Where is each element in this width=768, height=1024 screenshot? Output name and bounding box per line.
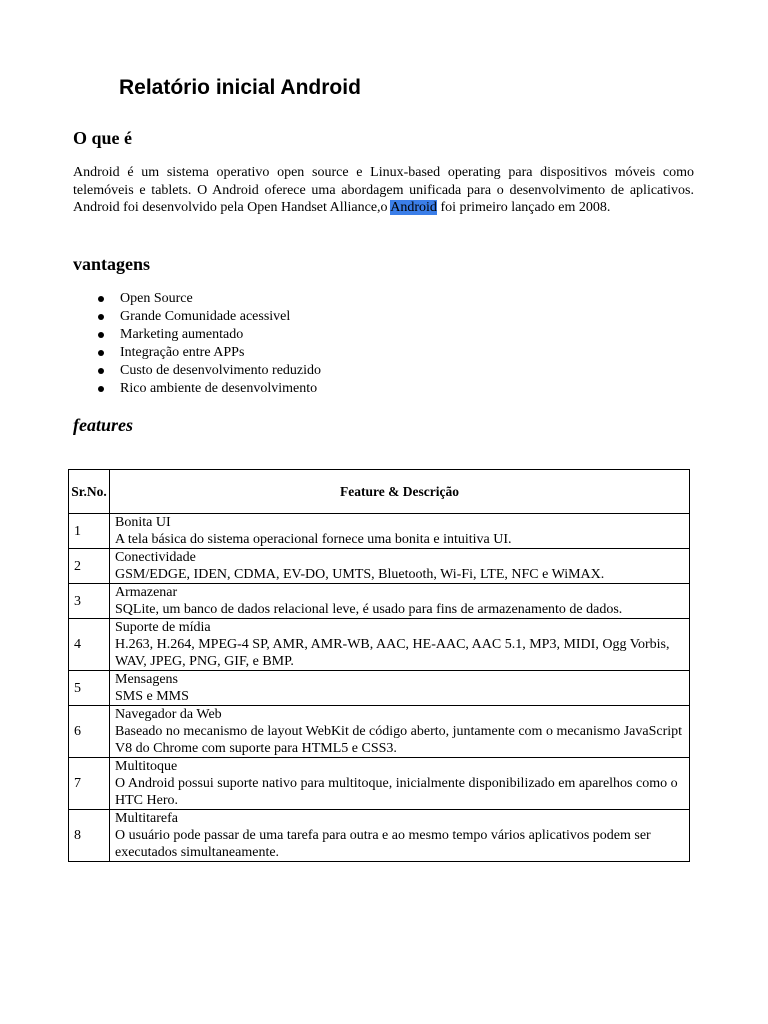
list-item [73, 362, 321, 380]
bullet-icon [98, 332, 104, 338]
row-number: 5 [69, 671, 110, 706]
intro-text-after: foi primeiro lançado em 2008. [436, 200, 611, 215]
feature-cell [110, 810, 690, 862]
table-row [69, 706, 690, 758]
bullet-icon [98, 314, 104, 320]
row-number: 3 [69, 584, 110, 619]
table-row [69, 584, 690, 619]
column-header-sr-no: Sr.No. [69, 470, 110, 514]
list-item-label: Marketing aumentado [120, 327, 244, 342]
feature-name: Conectividade [115, 550, 196, 565]
bullet-icon [98, 386, 104, 392]
document-title: Relatório inicial Android [119, 76, 361, 99]
table-row [69, 619, 690, 671]
bullet-icon [98, 350, 104, 356]
feature-name: Mensagens [115, 672, 178, 687]
feature-cell [110, 758, 690, 810]
list-item [73, 344, 321, 362]
list-item [73, 326, 321, 344]
feature-name: Navegador da Web [115, 707, 222, 722]
feature-cell [110, 514, 690, 549]
feature-description: SQLite, um banco de dados relacional leve, é usado para fins de armazenamento de dados. [115, 602, 623, 617]
list-item [73, 308, 321, 326]
feature-description: GSM/EDGE, IDEN, CDMA, EV-DO, UMTS, Bluetooth, Wi-Fi, LTE, NFC e WiMAX. [115, 567, 605, 582]
intro-text-before: Android é um sistema operativo open source e Linux-based operating para dispositivos móveis como telemóveis e tablets. O Android oferece uma abordagem unificada para o desenvolvimento de aplicativos. Android foi desenvolvido pela Open Handset Alliance,o [73, 165, 694, 215]
table-row [69, 671, 690, 706]
heading-what-is: O que é [73, 128, 133, 148]
table-row [69, 758, 690, 810]
feature-name: Multitarefa [115, 811, 178, 826]
advantages-list [73, 290, 321, 398]
list-item-label: Rico ambiente de desenvolvimento [120, 381, 318, 396]
heading-features: features [73, 415, 133, 435]
feature-description: O usuário pode passar de uma tarefa para outra e ao mesmo tempo vários aplicativos podem ser executados simultaneamente. [115, 828, 651, 860]
feature-cell [110, 584, 690, 619]
list-item-label: Open Source [120, 291, 193, 306]
feature-name: Suporte de mídia [115, 620, 211, 635]
feature-cell [110, 619, 690, 671]
feature-name: Bonita UI [115, 515, 171, 530]
row-number: 4 [69, 619, 110, 671]
feature-name: Multitoque [115, 759, 178, 774]
table-row [69, 549, 690, 584]
list-item-label: Custo de desenvolvimento reduzido [120, 363, 322, 378]
table-header-row [69, 470, 690, 514]
list-item [73, 290, 321, 308]
intro-paragraph [73, 164, 694, 217]
bullet-icon [98, 368, 104, 374]
list-item [73, 380, 321, 398]
feature-cell [110, 549, 690, 584]
feature-cell [110, 706, 690, 758]
heading-advantages: vantagens [73, 254, 151, 274]
list-item-label: Integração entre APPs [120, 345, 245, 360]
row-number: 6 [69, 706, 110, 758]
feature-description: SMS e MMS [115, 689, 189, 704]
highlighted-word[interactable]: Android [390, 200, 437, 215]
feature-name: Armazenar [115, 585, 178, 600]
feature-cell [110, 671, 690, 706]
feature-description: A tela básica do sistema operacional fornece uma bonita e intuitiva UI. [115, 532, 512, 547]
feature-description: O Android possui suporte nativo para multitoque, inicialmente disponibilizado em aparelhos como o HTC Hero. [115, 776, 678, 808]
features-table [68, 469, 690, 862]
feature-description: H.263, H.264, MPEG-4 SP, AMR, AMR-WB, AAC, HE-AAC, AAC 5.1, MP3, MIDI, Ogg Vorbis, WAV, JPEG, PNG, GIF, e BMP. [115, 637, 670, 669]
column-header-feature: Feature & Descrição [110, 470, 690, 514]
row-number: 7 [69, 758, 110, 810]
table-row [69, 514, 690, 549]
row-number: 8 [69, 810, 110, 862]
list-item-label: Grande Comunidade acessivel [120, 309, 291, 324]
row-number: 1 [69, 514, 110, 549]
row-number: 2 [69, 549, 110, 584]
bullet-icon [98, 296, 104, 302]
feature-description: Baseado no mecanismo de layout WebKit de código aberto, juntamente com o mecanismo JavaScript V8 do Chrome com suporte para HTML5 e CSS3. [115, 724, 683, 756]
table-row [69, 810, 690, 862]
